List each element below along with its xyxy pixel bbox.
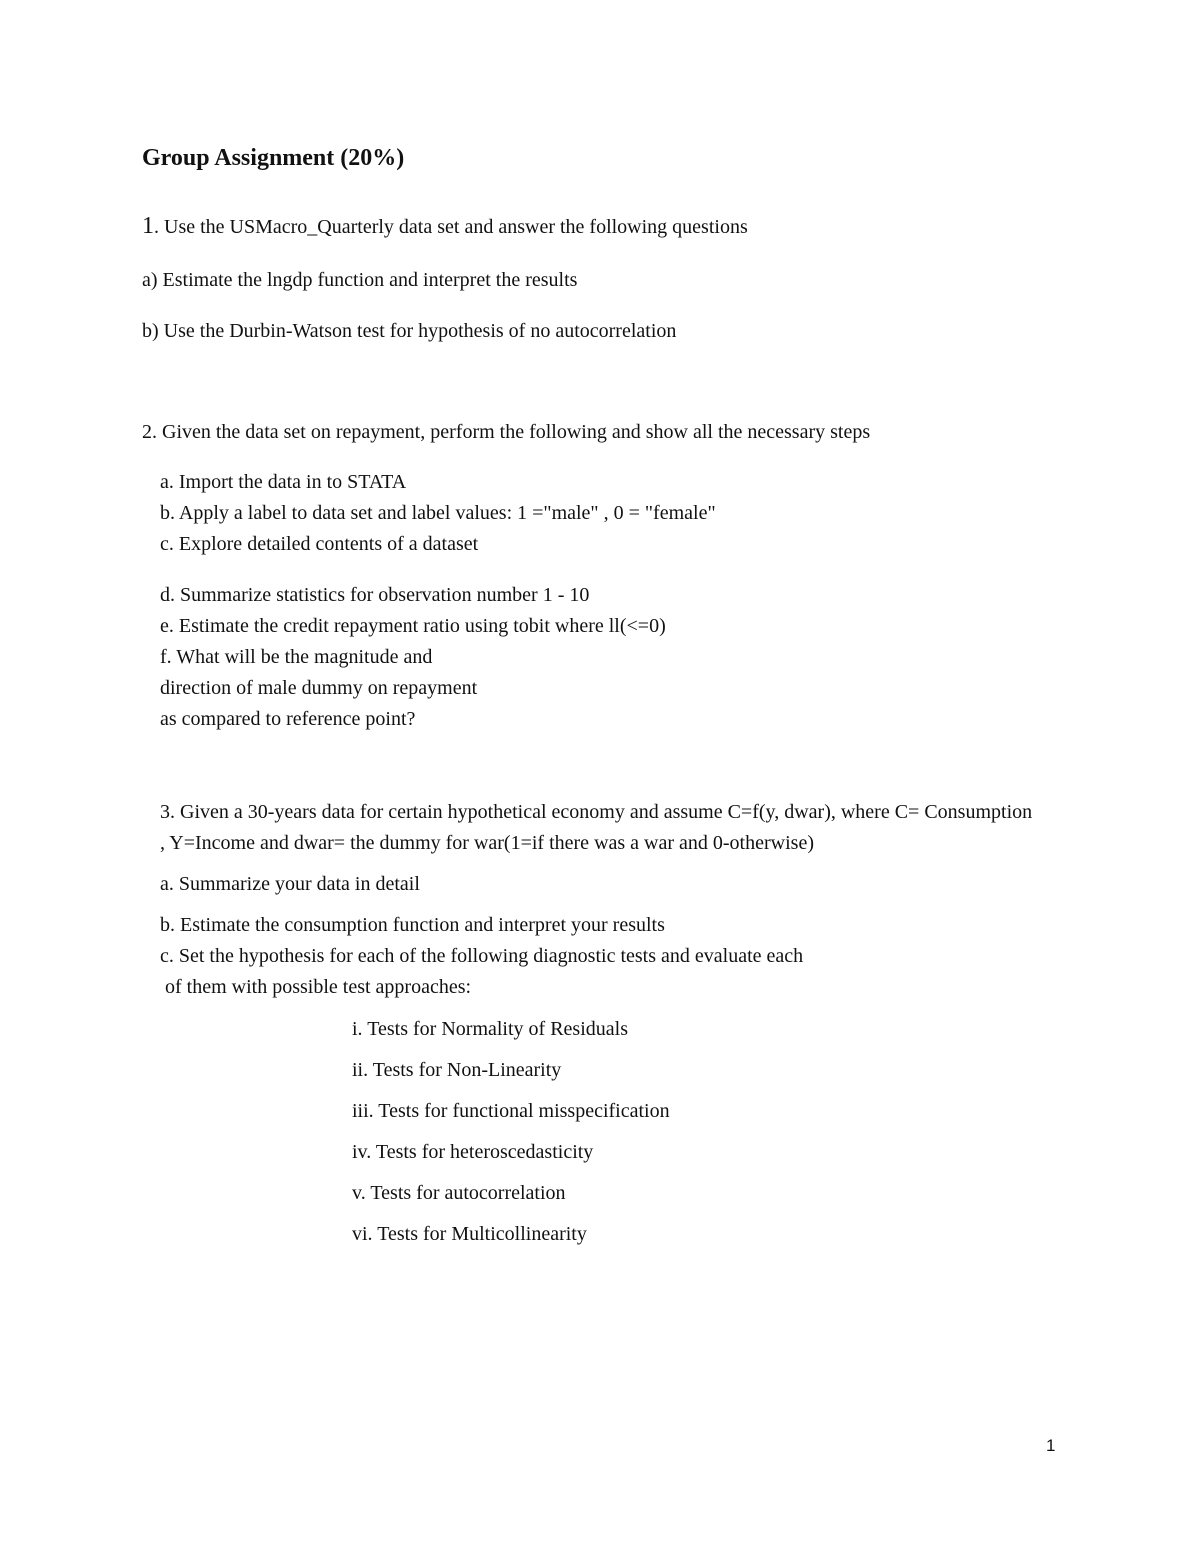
test-item-vi: vi. Tests for Multicollinearity [352,1223,587,1245]
test-item-v: v. Tests for autocorrelation [352,1182,566,1204]
question-2-item-c: c. Explore detailed contents of a dataset [160,533,479,555]
question-2-item-a: a. Import the data in to STATA [160,471,407,493]
question-2-item-d: d. Summarize statistics for observation number 1 - 10 [160,584,590,606]
question-1-stem [142,214,748,239]
question-1-text: . Use the USMacro_Quarterly data set and answer the following questions [154,216,748,238]
question-2-item-f-line1: f. What will be the magnitude and [160,646,433,668]
page-title: Group Assignment (20%) [142,145,405,171]
question-2-item-f-line3: as compared to reference point? [160,708,416,730]
test-item-ii: ii. Tests for Non-Linearity [352,1059,562,1081]
question-1-item-b: b) Use the Durbin-Watson test for hypothesis of no autocorrelation [142,320,677,342]
question-3-item-b: b. Estimate the consumption function and interpret your results [160,914,665,936]
question-2-stem: 2. Given the data set on repayment, perform the following and show all the necessary steps [142,421,871,443]
test-item-iii: iii. Tests for functional misspecification [352,1100,670,1122]
page-number: 1 [1046,1436,1056,1455]
question-2-item-e: e. Estimate the credit repayment ratio using tobit where ll(<=0) [160,615,666,637]
question-1-item-a: a) Estimate the lngdp function and interpret the results [142,269,578,291]
question-3-item-c-line1: c. Set the hypothesis for each of the following diagnostic tests and evaluate each [160,945,804,967]
question-3-item-a: a. Summarize your data in detail [160,873,420,895]
question-3-stem-line1: 3. Given a 30-years data for certain hypothetical economy and assume C=f(y, dwar), where C= Consumption [160,801,1033,823]
question-1-number: 1 [142,213,154,239]
question-3-stem-line2: , Y=Income and dwar= the dummy for war(1=if there was a war and 0-otherwise) [160,832,814,854]
test-item-i: i. Tests for Normality of Residuals [352,1018,628,1040]
question-2-item-f-line2: direction of male dummy on repayment [160,677,478,699]
test-item-iv: iv. Tests for heteroscedasticity [352,1141,594,1163]
question-3-item-c-line2: of them with possible test approaches: [160,976,472,998]
question-2-item-b: b. Apply a label to data set and label values: 1 ="male" , 0 = "female" [160,502,716,524]
